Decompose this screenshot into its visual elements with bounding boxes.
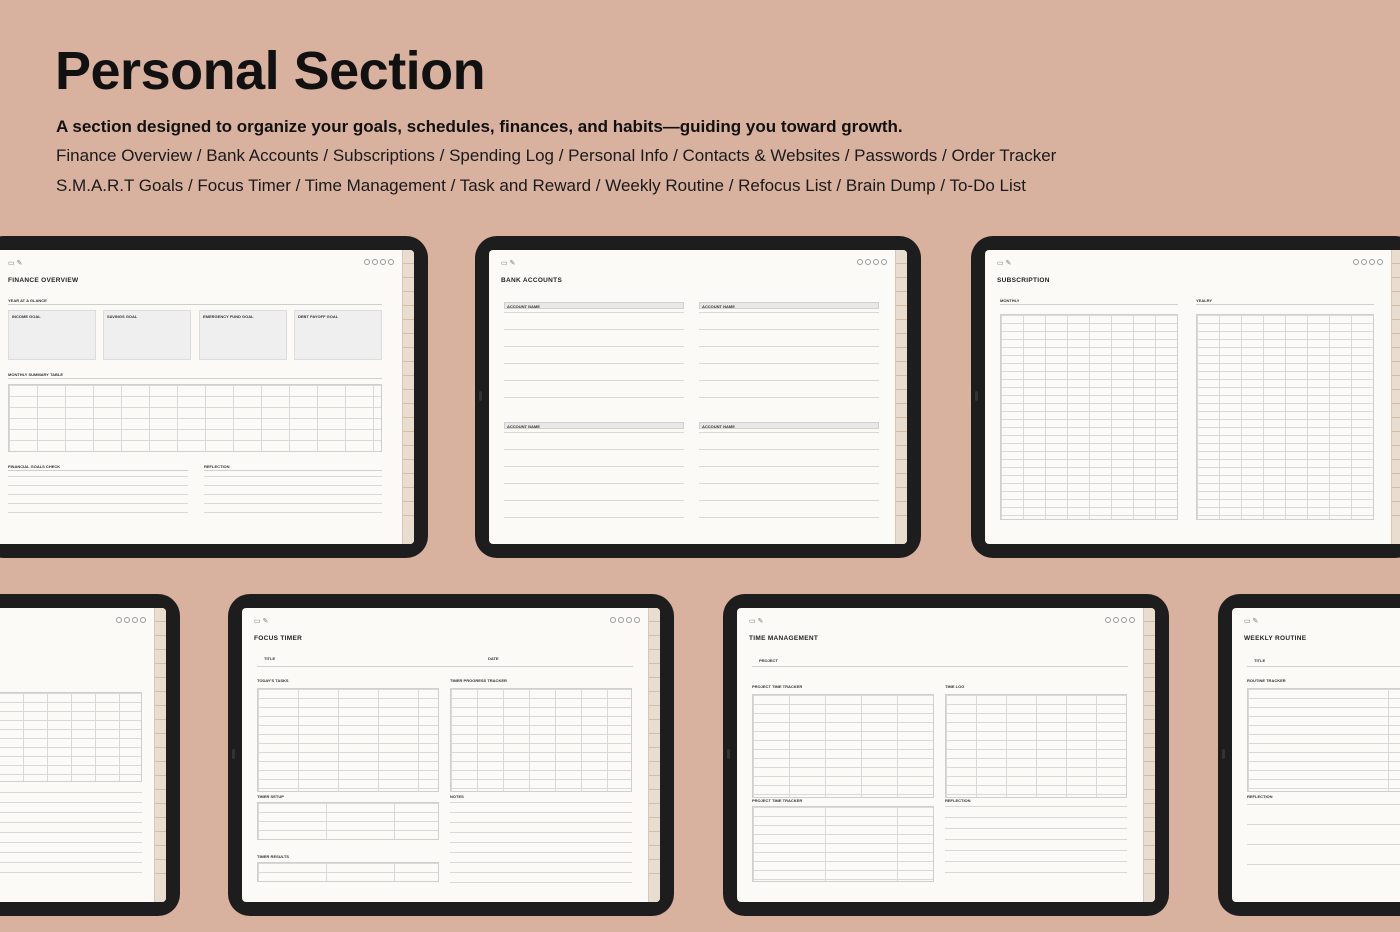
financial-goals-label: FINANCIAL GOALS CHECK <box>8 464 61 469</box>
project-tracker-2-table <box>752 806 934 882</box>
finance-title: FINANCE OVERVIEW <box>8 277 79 284</box>
screen-time-management <box>737 608 1155 902</box>
toolbar-icons <box>1105 617 1135 623</box>
reflection-rows <box>945 806 1127 882</box>
account-name-label: ACCOUNT NAME <box>702 304 735 309</box>
project-tracker-2-label: PROJECT TIME TRACKER <box>752 798 803 803</box>
tablet-weekly-routine <box>1218 594 1400 916</box>
project-label: PROJECT <box>759 658 778 663</box>
side-tabs[interactable] <box>895 250 907 544</box>
toolbar-icons <box>610 617 640 623</box>
toolbar-icons <box>116 617 146 623</box>
page-title: Personal Section <box>55 41 486 101</box>
weekly-title: WEEKLY ROUTINE <box>1244 635 1307 642</box>
title-field-label: TITLE <box>1254 658 1266 663</box>
screen-focus-timer <box>242 608 660 902</box>
account-fields <box>504 432 684 520</box>
side-tabs[interactable] <box>1143 608 1155 902</box>
folder-icon: ▭ ✎ <box>749 618 764 625</box>
reflection-label: REFLECTION <box>945 798 971 803</box>
tablet-subscription <box>971 236 1400 558</box>
focus-title: FOCUS TIMER <box>254 635 303 642</box>
timer-tracker-table <box>450 688 632 792</box>
account-name-label: ACCOUNT NAME <box>507 304 540 309</box>
account-name-label: ACCOUNT NAME <box>702 424 735 429</box>
date-field-label: DATE <box>488 656 499 661</box>
folder-icon: ▭ ✎ <box>997 260 1012 267</box>
monthly-summary-table <box>8 384 382 452</box>
timer-setup-label: TIMER SETUP <box>257 794 284 799</box>
routine-tracker-label: ROUTINE TRACKER <box>1247 678 1286 683</box>
todays-tasks-label: TODAY'S TASKS <box>257 678 289 683</box>
reflection-label: REFLECTION <box>1247 794 1273 799</box>
feature-list-productivity: S.M.A.R.T Goals / Focus Timer / Time Management / Task and Reward / Weekly Routine / Refocus List / Brain Dump / To-Do List <box>56 176 1027 195</box>
project-tracker-label: PROJECT TIME TRACKER <box>752 684 803 689</box>
account-fields <box>699 432 879 520</box>
time-log-table <box>945 694 1127 798</box>
tablet-finance-overview <box>0 236 428 558</box>
yearly-subscription-table <box>1196 314 1374 520</box>
screen-subscription <box>985 250 1400 544</box>
goal-card-label: DEBT PAYOFF GOAL <box>298 314 339 319</box>
account-fields <box>504 312 684 400</box>
yearly-label: YEALRY <box>1196 298 1213 303</box>
monthly-subscription-table <box>1000 314 1178 520</box>
goal-card-label: EMERGENCY FUND GOAL <box>203 314 254 319</box>
notes-rows <box>0 792 142 882</box>
side-tabs[interactable] <box>648 608 660 902</box>
tablet-focus-timer <box>228 594 674 916</box>
goal-card-label: SAVINGS GOAL <box>107 314 138 319</box>
goals-check-rows <box>8 476 188 514</box>
folder-icon: ▭ ✎ <box>1244 618 1259 625</box>
screen-task-reward <box>0 608 166 902</box>
folder-icon: ▭ ✎ <box>254 618 269 625</box>
reflection-rows <box>204 476 382 514</box>
toolbar-icons <box>1353 259 1383 265</box>
title-field-label: TITLE <box>264 656 276 661</box>
account-fields <box>699 312 879 400</box>
tablet-bank-accounts <box>475 236 921 558</box>
timer-setup-table <box>257 802 439 840</box>
monthly-label: MONTHLY <box>1000 298 1020 303</box>
screen-weekly-routine <box>1232 608 1400 902</box>
project-tracker-table <box>752 694 934 798</box>
bank-title: BANK ACCOUNTS <box>501 277 563 284</box>
todays-tasks-table <box>257 688 439 792</box>
weekly-checklist-table <box>0 692 142 782</box>
tablet-task-reward <box>0 594 180 916</box>
tablet-time-management <box>723 594 1169 916</box>
time-log-label: TIME LOG <box>945 684 965 689</box>
page-subtitle: A section designed to organize your goals, schedules, finances, and habits—guiding you toward growth. <box>56 117 903 136</box>
notes-label: NOTES <box>450 794 464 799</box>
notes-rows <box>450 802 632 892</box>
timer-tracker-label: TIMER PROGRESS TRACKER <box>450 678 507 683</box>
side-tabs[interactable] <box>154 608 166 902</box>
timer-results-label: TIMER RESULTS <box>257 854 289 859</box>
screen-finance-overview <box>0 250 414 544</box>
account-name-label: ACCOUNT NAME <box>507 424 540 429</box>
routine-tracker-table <box>1247 688 1400 792</box>
reflection-rows <box>1247 804 1400 884</box>
year-at-glance-label: YEAR AT A GLANCE <box>8 298 47 303</box>
goal-card-label: INCOME GOAL <box>12 314 41 319</box>
screen-bank-accounts <box>489 250 907 544</box>
reflection-label: REFLECTION <box>204 464 230 469</box>
subscription-title: SUBSCRIPTION <box>997 277 1050 284</box>
folder-icon: ▭ ✎ <box>501 260 516 267</box>
timer-results-table <box>257 862 439 882</box>
toolbar-icons <box>364 259 394 265</box>
time-title: TIME MANAGEMENT <box>749 635 819 642</box>
monthly-summary-label: MONTHLY SUMMARY TABLE <box>8 372 64 377</box>
folder-icon: ▭ ✎ <box>8 260 23 267</box>
side-tabs[interactable] <box>402 250 414 544</box>
toolbar-icons <box>857 259 887 265</box>
side-tabs[interactable] <box>1391 250 1400 544</box>
feature-list-finance: Finance Overview / Bank Accounts / Subscriptions / Spending Log / Personal Info / Contacts & Websites / Passwords / Order Tracker <box>56 146 1057 165</box>
